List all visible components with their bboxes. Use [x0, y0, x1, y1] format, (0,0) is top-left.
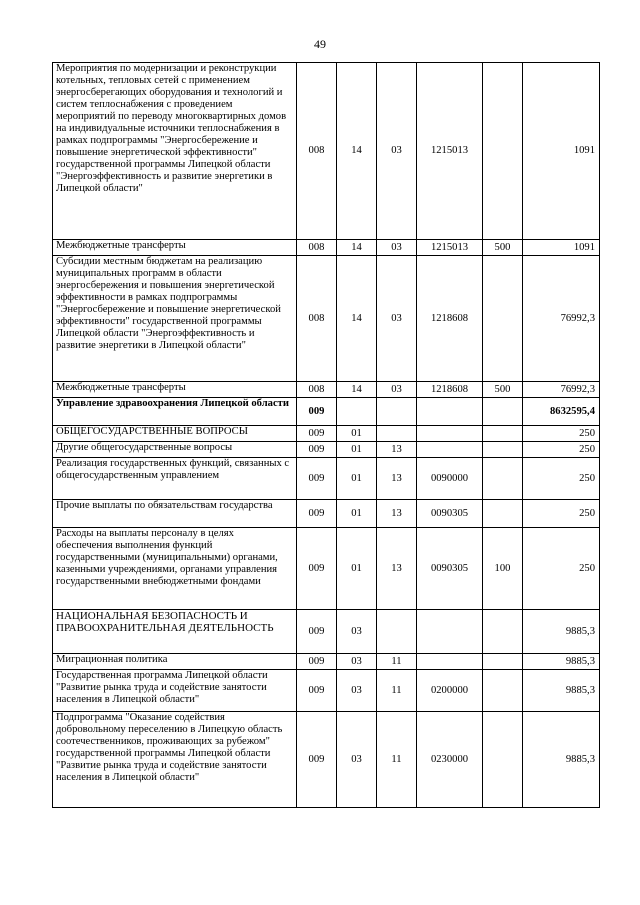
row-sum: 250 [523, 426, 600, 442]
row-ved: 009 [297, 442, 337, 458]
row-name: Миграционная политика [53, 654, 297, 670]
row-ved: 008 [297, 256, 337, 382]
row-vr [483, 63, 523, 240]
row-sum: 9885,3 [523, 610, 600, 654]
row-ved: 009 [297, 426, 337, 442]
table-row [53, 382, 600, 398]
row-pr: 03 [377, 63, 417, 240]
row-rz: 01 [337, 442, 377, 458]
row-rz [337, 398, 377, 426]
row-csr [417, 610, 483, 654]
row-rz: 14 [337, 63, 377, 240]
row-ved: 008 [297, 382, 337, 398]
row-vr [483, 442, 523, 458]
budget-table-body [53, 63, 600, 808]
row-sum: 1091 [523, 63, 600, 240]
table-row [53, 256, 600, 382]
row-csr: 0090305 [417, 500, 483, 528]
row-rz: 14 [337, 382, 377, 398]
row-name: Мероприятия по модернизации и реконструкции котельных, тепловых сетей с применением энергосберегающих оборудования и технологий и систем теплоснабжения с проведением мероприятий по переводу многоквартирных домов на индивидуальные источники теплоснабжения в рамках подпрограммы "Энергосбережение и повышение энергетической эффективности" государственной программы Липецкой области "Энергоэффективность и развитие энергетики в Липецкой области" [53, 63, 297, 240]
row-sum: 76992,3 [523, 382, 600, 398]
row-vr [483, 256, 523, 382]
row-sum: 9885,3 [523, 670, 600, 712]
row-ved: 008 [297, 240, 337, 256]
row-sum: 9885,3 [523, 654, 600, 670]
row-sum: 250 [523, 528, 600, 610]
row-pr: 13 [377, 458, 417, 500]
row-pr: 13 [377, 500, 417, 528]
row-rz: 03 [337, 610, 377, 654]
table-row [53, 240, 600, 256]
row-vr: 500 [483, 382, 523, 398]
row-sum: 250 [523, 442, 600, 458]
row-vr [483, 426, 523, 442]
table-row [53, 458, 600, 500]
row-rz: 01 [337, 500, 377, 528]
row-pr: 03 [377, 240, 417, 256]
row-csr: 1215013 [417, 63, 483, 240]
row-sum: 76992,3 [523, 256, 600, 382]
row-rz: 14 [337, 256, 377, 382]
table-row [53, 528, 600, 610]
row-name: Государственная программа Липецкой области "Развитие рынка труда и содействие занятости населения в Липецкой области" [53, 670, 297, 712]
row-pr: 11 [377, 712, 417, 808]
row-rz: 01 [337, 458, 377, 500]
row-sum: 250 [523, 458, 600, 500]
row-rz: 14 [337, 240, 377, 256]
row-csr [417, 442, 483, 458]
row-vr: 500 [483, 240, 523, 256]
row-vr [483, 670, 523, 712]
row-rz: 03 [337, 712, 377, 808]
row-ved: 009 [297, 712, 337, 808]
row-pr: 03 [377, 382, 417, 398]
table-row [53, 670, 600, 712]
row-rz: 01 [337, 426, 377, 442]
row-pr: 13 [377, 528, 417, 610]
row-ved: 009 [297, 500, 337, 528]
row-vr [483, 610, 523, 654]
row-csr: 0200000 [417, 670, 483, 712]
row-sum: 9885,3 [523, 712, 600, 808]
row-ved: 009 [297, 670, 337, 712]
row-ved: 009 [297, 654, 337, 670]
row-ved: 009 [297, 528, 337, 610]
row-csr: 1215013 [417, 240, 483, 256]
row-pr: 11 [377, 670, 417, 712]
row-pr: 11 [377, 654, 417, 670]
table-row [53, 610, 600, 654]
row-vr [483, 712, 523, 808]
row-ved: 008 [297, 63, 337, 240]
row-ved: 009 [297, 610, 337, 654]
row-ved: 009 [297, 398, 337, 426]
table-row [53, 442, 600, 458]
row-pr: 13 [377, 442, 417, 458]
row-csr [417, 398, 483, 426]
row-csr: 1218608 [417, 382, 483, 398]
row-name: Расходы на выплаты персоналу в целях обеспечения выполнения функций государственными (муниципальными) органами, казенными учреждениями, органами управления государственными внебюджетными фондами [53, 528, 297, 610]
row-name: Управление здравоохранения Липецкой области [53, 398, 297, 426]
row-vr [483, 458, 523, 500]
table-row [53, 63, 600, 240]
table-row [53, 654, 600, 670]
row-sum: 8632595,4 [523, 398, 600, 426]
row-name: Другие общегосударственные вопросы [53, 442, 297, 458]
table-row [53, 712, 600, 808]
row-name: ОБЩЕГОСУДАРСТВЕННЫЕ ВОПРОСЫ [53, 426, 297, 442]
row-pr: 03 [377, 256, 417, 382]
table-row [53, 398, 600, 426]
row-vr [483, 654, 523, 670]
page-number: 49 [314, 37, 326, 51]
row-vr [483, 500, 523, 528]
row-csr: 0230000 [417, 712, 483, 808]
row-csr: 1218608 [417, 256, 483, 382]
row-name: Субсидии местным бюджетам на реализацию муниципальных программ в области энергосбережения и повышения энергетической эффективности в рамках подпрограммы "Энергосбережение и повышение энергетической эффективности" государственной программы Липецкой области "Энергоэффективность и развитие энергетики в Липецкой области" [53, 256, 297, 382]
row-name: Подпрограмма "Оказание содействия добровольному переселению в Липецкую область соотечественников, проживающих за рубежом" государственной программы Липецкой области "Развитие рынка труда и содействие занятости населения в Липецкой области" [53, 712, 297, 808]
row-name: НАЦИОНАЛЬНАЯ БЕЗОПАСНОСТЬ И ПРАВООХРАНИТЕЛЬНАЯ ДЕЯТЕЛЬНОСТЬ [53, 610, 297, 654]
row-name: Межбюджетные трансферты [53, 382, 297, 398]
row-vr: 100 [483, 528, 523, 610]
row-pr [377, 610, 417, 654]
row-sum: 250 [523, 500, 600, 528]
row-vr [483, 398, 523, 426]
row-rz: 01 [337, 528, 377, 610]
row-sum: 1091 [523, 240, 600, 256]
row-rz: 03 [337, 670, 377, 712]
row-ved: 009 [297, 458, 337, 500]
row-name: Межбюджетные трансферты [53, 240, 297, 256]
row-rz: 03 [337, 654, 377, 670]
table-row [53, 500, 600, 528]
row-csr [417, 654, 483, 670]
table-row [53, 426, 600, 442]
row-csr: 0090000 [417, 458, 483, 500]
row-pr [377, 426, 417, 442]
row-name: Реализация государственных функций, связанных с общегосударственным управлением [53, 458, 297, 500]
row-pr [377, 398, 417, 426]
row-name: Прочие выплаты по обязательствам государства [53, 500, 297, 528]
row-csr: 0090305 [417, 528, 483, 610]
row-csr [417, 426, 483, 442]
budget-table [52, 62, 600, 808]
